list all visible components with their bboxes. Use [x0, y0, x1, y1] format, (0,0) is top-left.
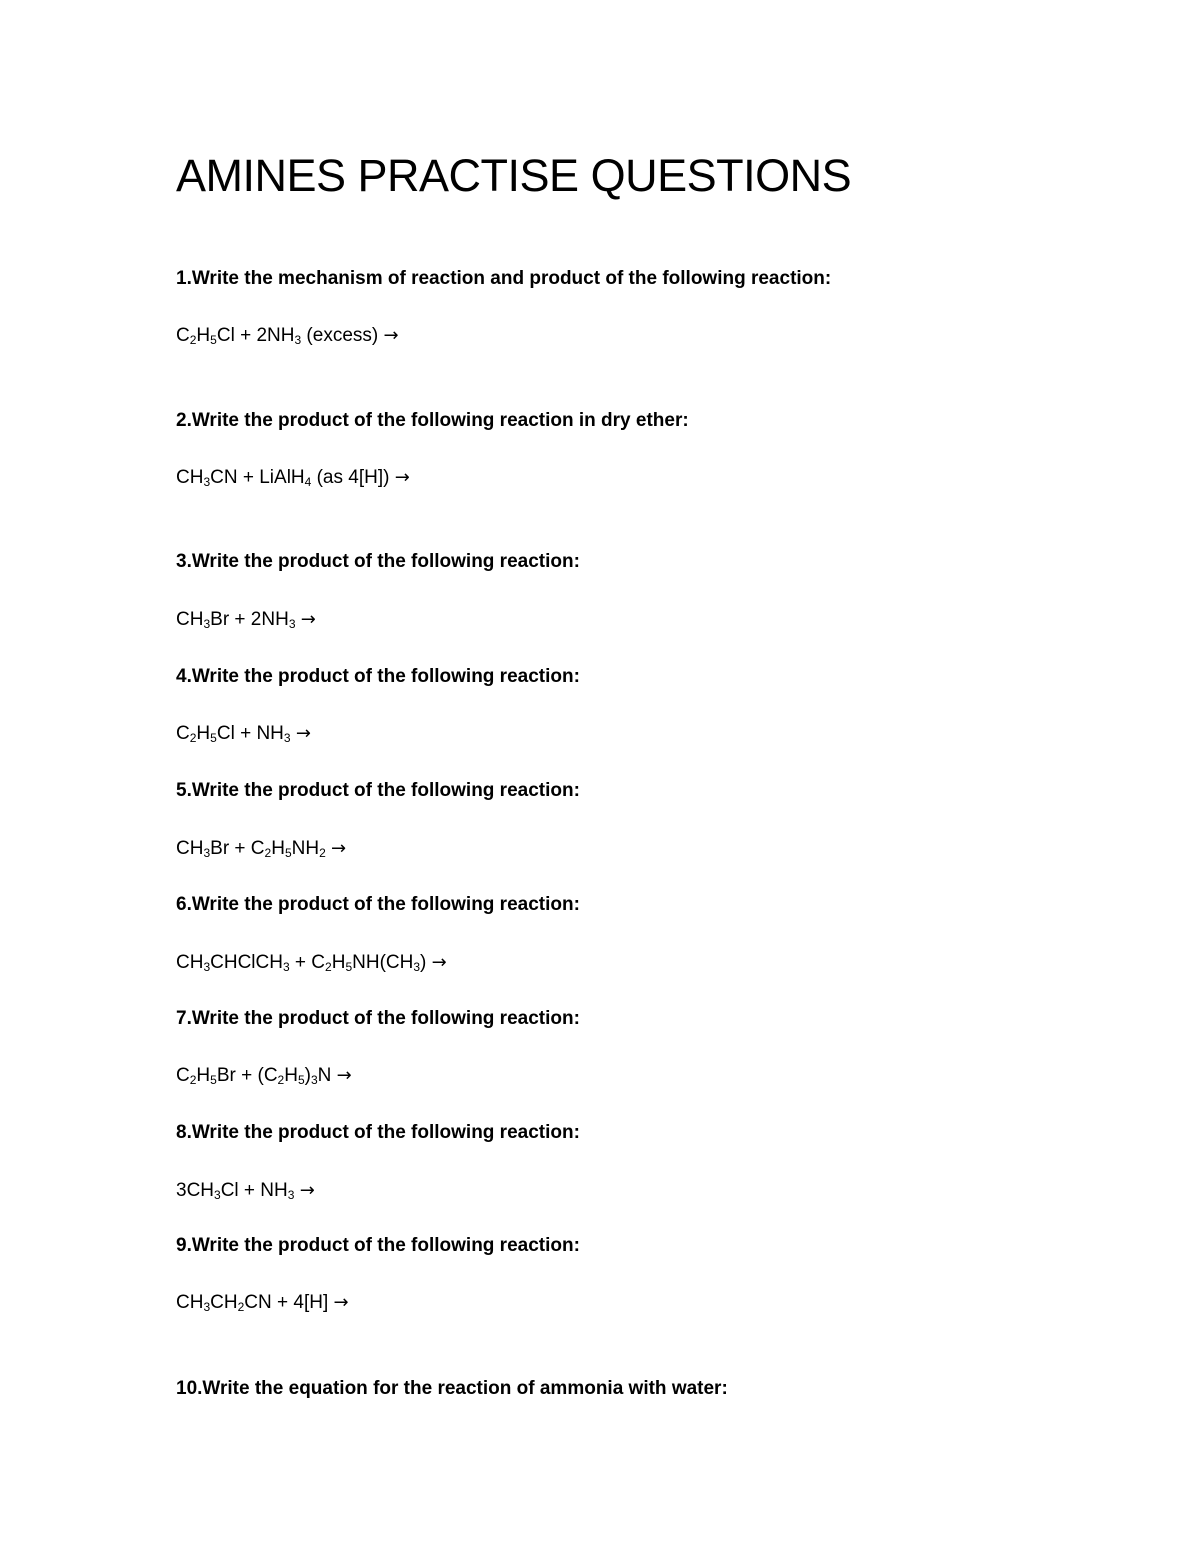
- formula-text: Cl + NH: [220, 1180, 288, 1201]
- question-8-prompt: 8.Write the product of the following reaction:: [176, 1122, 580, 1143]
- formula-text: (excess): [301, 325, 384, 346]
- reaction-arrow-icon: →: [336, 1065, 352, 1086]
- subscript: 2: [264, 846, 272, 860]
- formula-text: CN + LiAlH: [210, 467, 305, 488]
- formula-text: CH: [176, 838, 204, 859]
- formula-text: CH: [176, 609, 204, 630]
- formula-text: + C: [289, 952, 326, 973]
- subscript: 3: [203, 475, 211, 489]
- subscript: 5: [284, 846, 292, 860]
- subscript: 5: [210, 731, 217, 745]
- formula-text: ): [420, 952, 432, 973]
- formula-text: H: [284, 1065, 298, 1086]
- reaction-arrow-icon: →: [333, 1292, 349, 1313]
- question-5-equation: [176, 838, 346, 860]
- question-10-prompt: 10.Write the equation for the reaction of ammonia with water:: [176, 1378, 728, 1399]
- subscript: 3: [294, 333, 302, 347]
- subscript: 3: [203, 617, 211, 631]
- formula-text: C: [176, 723, 190, 744]
- subscript: 2: [189, 333, 197, 347]
- formula-text: N: [317, 1065, 337, 1086]
- question-5-prompt: 5.Write the product of the following reaction:: [176, 780, 580, 801]
- formula-text: (as 4[H]): [311, 467, 395, 488]
- formula-text: CH: [176, 1292, 204, 1313]
- question-7-prompt: 7.Write the product of the following reaction:: [176, 1008, 580, 1029]
- subscript: 5: [345, 960, 353, 974]
- question-6-prompt: 6.Write the product of the following reaction:: [176, 894, 580, 915]
- subscript: 4: [304, 475, 312, 489]
- reaction-arrow-icon: →: [299, 1180, 315, 1201]
- page-title: AMINES PRACTISE QUESTIONS: [176, 150, 852, 201]
- formula-text: H: [196, 1065, 211, 1086]
- question-3-prompt: 3.Write the product of the following reaction:: [176, 551, 580, 572]
- question-7-equation: [176, 1065, 352, 1087]
- formula-text: Cl + 2NH: [216, 325, 295, 346]
- formula-text: NH: [291, 838, 320, 859]
- formula-text: CH: [210, 1292, 238, 1313]
- subscript: 5: [297, 1073, 305, 1087]
- subscript: 3: [203, 1300, 211, 1314]
- formula-text: CHClCH: [210, 952, 283, 973]
- subscript: 3: [413, 960, 421, 974]
- subscript: 2: [237, 1300, 245, 1314]
- subscript: 3: [310, 1073, 318, 1087]
- formula-text: Br + (C: [216, 1065, 278, 1086]
- subscript: 3: [203, 960, 211, 974]
- formula-text: H: [271, 838, 285, 859]
- subscript: 5: [210, 1073, 217, 1087]
- question-1-prompt: 1.Write the mechanism of reaction and product of the following reaction:: [176, 268, 832, 289]
- question-9-prompt: 9.Write the product of the following reaction:: [176, 1235, 580, 1256]
- question-8-equation: [176, 1180, 315, 1202]
- subscript: 3: [288, 617, 296, 631]
- reaction-arrow-icon: →: [331, 838, 347, 859]
- subscript: 2: [325, 960, 332, 974]
- subscript: 2: [189, 1073, 197, 1087]
- question-9-equation: [176, 1292, 349, 1314]
- formula-text: C: [176, 1065, 190, 1086]
- reaction-arrow-icon: →: [295, 723, 311, 744]
- subscript: 3: [283, 731, 291, 745]
- subscript: 2: [277, 1073, 285, 1087]
- question-2-equation: [176, 467, 410, 489]
- question-3-equation: [176, 609, 316, 631]
- subscript: 2: [319, 846, 326, 860]
- question-1-equation: [176, 325, 399, 347]
- reaction-arrow-icon: →: [394, 467, 410, 488]
- formula-text: C: [176, 325, 190, 346]
- question-4-prompt: 4.Write the product of the following reaction:: [176, 666, 580, 687]
- reaction-arrow-icon: →: [300, 609, 316, 630]
- formula-text: H: [331, 952, 346, 973]
- subscript: 3: [287, 1188, 295, 1202]
- subscript: 3: [214, 1188, 221, 1202]
- formula-text: CN + 4[H]: [244, 1292, 334, 1313]
- formula-text: Cl + NH: [216, 723, 284, 744]
- formula-text: CH: [176, 467, 204, 488]
- question-2-prompt: 2.Write the product of the following reaction in dry ether:: [176, 410, 689, 431]
- formula-text: ): [304, 1065, 311, 1086]
- formula-text: H: [196, 325, 211, 346]
- reaction-arrow-icon: →: [431, 952, 447, 973]
- formula-text: NH(CH: [352, 952, 414, 973]
- question-6-equation: [176, 952, 447, 974]
- subscript: 5: [210, 333, 217, 347]
- formula-text: Br + 2NH: [210, 609, 289, 630]
- subscript: 2: [189, 731, 197, 745]
- formula-text: Br + C: [210, 838, 265, 859]
- subscript: 3: [203, 846, 211, 860]
- subscript: 3: [282, 960, 290, 974]
- formula-text: H: [196, 723, 211, 744]
- question-4-equation: [176, 723, 311, 745]
- formula-text: 3CH: [176, 1180, 215, 1201]
- formula-text: CH: [176, 952, 204, 973]
- reaction-arrow-icon: →: [383, 325, 399, 346]
